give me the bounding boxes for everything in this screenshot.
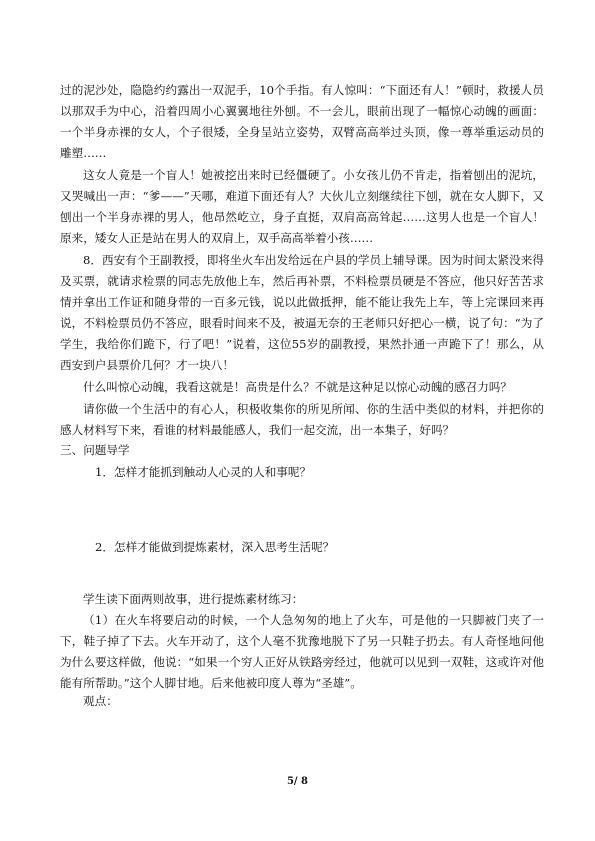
paragraph-exercise-intro: 学生读下面两则故事，进行提炼素材练习： bbox=[83, 592, 304, 606]
paragraph-gandhi-story: （1）在火车将要启动的时候，一个人急匆匆的地上了火车，可是他的一只脚被门夹了一下，鞋子掉了下去。火车开动了，这个人毫不犹豫地脱下了另一只鞋子扔去。有人奇怪地问他为什么要这样做，他说：“如果一个穷人正好从铁路旁经过，他就可以见到一双鞋，这或许对他能有所帮助。”这个人脚甘地。后来他被印度人尊为“圣雄”。 bbox=[60, 613, 544, 690]
paragraph-professor-story: 8．西安有个王副教授，即将坐火车出发给远在户县的学员上辅导课。因为时间太紧没来得及买票，就请求检票的同志先放他上车，然后再补票，不料检票员硬是不答应，他只好苦苦求情并拿出工作证和随身带的一百多元钱，说以此做抵押，能不能让我先上车，等上完课回来再说，不料检票员仍不答应，眼看时间来不及，被逼无奈的王老师只好把心一横，说了句：“为了学生，我给你们跪下，行了吧！”说着，这位55岁的副教授，果然扑通一声跪下了！那么，从西安到户县票价几何？才一块八！ bbox=[60, 253, 544, 372]
page-number: 5/ 8 bbox=[286, 776, 309, 787]
paragraph-rescue-scene: 过的泥沙处，隐隐约约露出一双泥手，10个手指。有人惊叫：“下面还有人！”顿时，救援人员以那双手为中心，沿着四周小心翼翼地往外刨。不一会儿，眼前出现了一幅惊心动魄的画面：一个半身赤裸的女人，个子很矮，全身呈站立姿势，双臂高高举过头顶，像一尊举重运动员的雕塑…… bbox=[60, 83, 544, 160]
viewpoint-label: 观点： bbox=[83, 694, 118, 708]
question-2: 2．怎样才能做到提炼素材，深入思考生活呢？ bbox=[95, 540, 335, 554]
paragraph-reflection: 什么叫惊心动魄，我看这就是！高贵是什么？不就是这种足以惊心动魄的感召力吗？ bbox=[83, 380, 512, 394]
paragraph-blind-couple: 这女人竟是一个盲人！她被挖出来时已经僵硬了。小女孩儿仍不肯走，指着刨出的泥坑，又哭喊出一声：“爹——”天哪，难道下面还有人？大伙儿立刻继续往下刨，就在女人脚下，又刨出一个半身赤裸的男人，他昂然屹立，身子直挺，双肩高高耸起……这男人也是一个盲人！原来，矮女人正是站在男人的双肩上，双手高高举着小孩…… bbox=[60, 168, 544, 245]
paragraph-assignment: 请你做一个生活中的有心人，积极收集你的所见所闻、你的生活中类似的材料，并把你的感人材料写下来，看谁的材料最能感人，我们一起交流，出一本集子，好吗？ bbox=[60, 402, 544, 437]
section-heading-problem-guide: 三、问题导学 bbox=[60, 443, 130, 457]
question-1: 1．怎样才能抓到触动人心灵的人和事呢？ bbox=[95, 465, 312, 479]
